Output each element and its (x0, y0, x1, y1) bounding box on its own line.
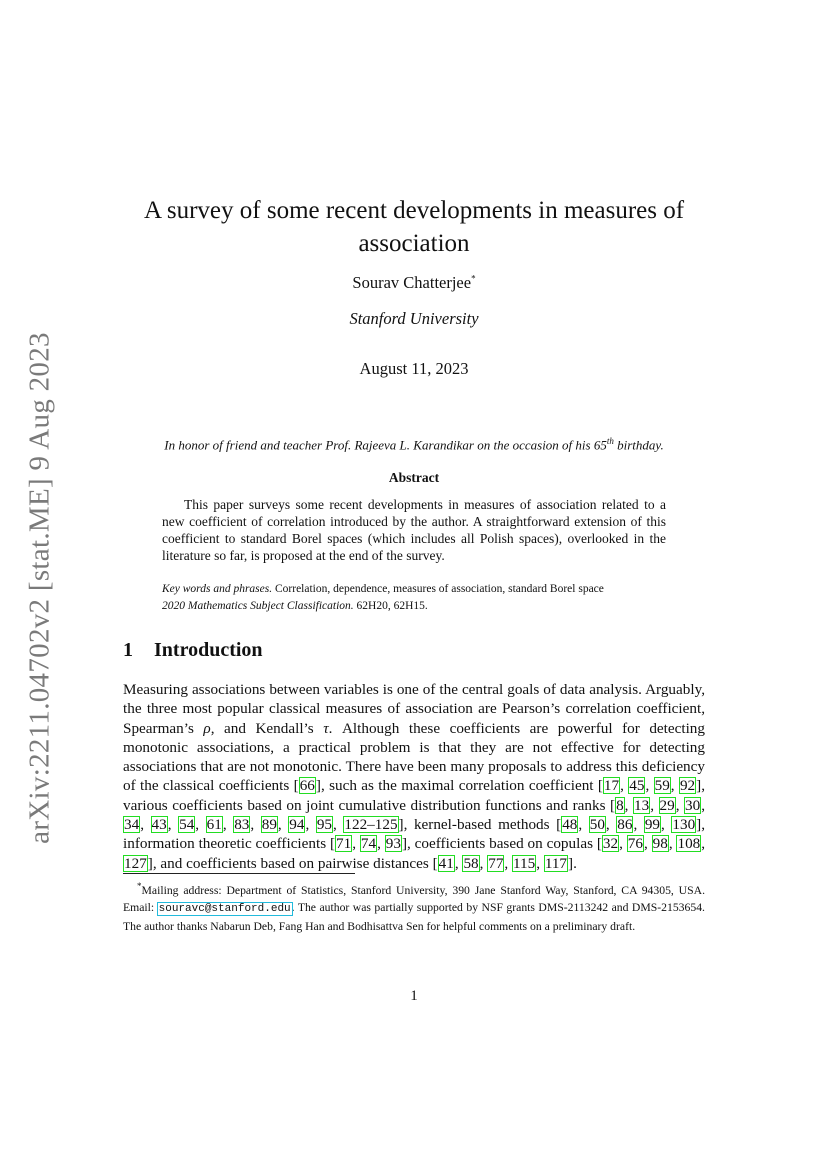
citation-link[interactable]: 58 (463, 854, 479, 872)
footnote-rule (123, 873, 355, 874)
intro-text: ], kernel-based methods [ (398, 816, 562, 834)
citation-link[interactable]: 77 (488, 854, 504, 872)
intro-text: ], information theoretic coefficients [ (123, 816, 706, 853)
citation-link[interactable]: 59 (654, 777, 670, 795)
citation-link[interactable]: 92 (679, 777, 696, 795)
citation-link[interactable]: 74 (360, 835, 377, 853)
author-name: Sourav Chatterjee (352, 273, 472, 292)
abstract-heading: Abstract (388, 470, 440, 485)
citation-link[interactable]: 117 (544, 854, 568, 872)
citation-link[interactable]: 66 (299, 777, 315, 795)
intro-paragraph (123, 680, 705, 873)
citation-link[interactable]: 41 (438, 854, 454, 872)
keywords-text: Correlation, dependence, measures of association, standard Borel space (272, 583, 604, 595)
citation-link[interactable]: 17 (603, 777, 620, 795)
section-title: Introduction (154, 639, 263, 661)
citation-link[interactable]: 34 (124, 816, 140, 834)
citation-link[interactable]: 61 (206, 816, 222, 834)
citation-link[interactable]: 54 (179, 816, 195, 834)
author-footnote-mark[interactable]: * (471, 273, 476, 284)
citation-link[interactable]: 48 (562, 816, 578, 834)
citation-link[interactable]: 83 (234, 816, 250, 834)
dedication-text: In honor of friend and teacher Prof. Rajeeva L. Karandikar on the occasion of his 65 (164, 437, 607, 453)
page-number: 1 (410, 988, 418, 1004)
citation-link[interactable]: 13 (634, 796, 650, 814)
dedication-sup: th (606, 436, 614, 446)
citation-group: 8, 13, 29, 30, 34, 43, 54, 61, 83, 89, 94, 95, 122–125 (124, 796, 706, 834)
keywords-label: Key words and phrases. (162, 583, 273, 595)
keywords-block (162, 581, 702, 615)
intro-text: , and Kendall’s (210, 719, 324, 737)
title-line-1: A survey of some recent developments in measures of (143, 197, 685, 224)
footnote (123, 878, 705, 935)
msc-label: 2020 Mathematics Subject Classification. (162, 600, 354, 612)
citation-group: 32, 76, 98, 108, 127 (124, 835, 706, 872)
msc-text: 62H20, 62H15. (353, 600, 428, 612)
citation-link[interactable]: 45 (629, 777, 645, 795)
citation-link[interactable]: 71 (336, 835, 352, 853)
title-line-2: association (358, 230, 470, 257)
citation-link[interactable]: 93 (385, 835, 401, 853)
section-number: 1 (123, 639, 133, 661)
msc-line (162, 598, 702, 615)
intro-text: ], such as the maximal correlation coefficient [ (315, 777, 603, 795)
citation-link[interactable]: 95 (316, 816, 333, 834)
email-link[interactable]: souravc@stanford.edu (158, 902, 291, 915)
citation-group: 48, 50, 86, 99, 130 (562, 816, 696, 834)
citation-group: 17, 45, 59, 92 (603, 777, 696, 795)
citation-link[interactable]: 108 (677, 835, 701, 853)
dedication-end: birthday. (613, 437, 664, 453)
citation-link[interactable]: 43 (151, 816, 167, 834)
dedication (0, 436, 828, 453)
citation-link[interactable]: 99 (644, 816, 661, 834)
footnote-text-2: . The author was partially supported by NSF grants DMS-2113242 and DMS-2153654. The author thanks Nabarun Deb, Fang Han and Bodhisattva Sen for helpful comments on a preliminary draft. (123, 900, 705, 933)
rho-symbol: ρ (203, 719, 211, 737)
intro-text: ], various coefficients based on joint cumulative distribution functions and ranks [ (123, 777, 705, 814)
citation-link[interactable]: 30 (685, 796, 701, 814)
intro-text: ]. (568, 854, 577, 872)
footnote-mark: * (137, 881, 142, 891)
arxiv-margin-stamp: arXiv:2211.04702v2 [stat.ME] 9 Aug 2023 (23, 332, 56, 844)
intro-text: ], and coefficients based on pairwise distances [ (147, 854, 438, 872)
citation-link[interactable]: 122–125 (344, 816, 398, 834)
intro-text: Measuring associations between variables is one of the central goals of data analysis. Arguably, the three most popular classical measures of association are Pearson’s correlation coefficient, Spearman’s (123, 681, 705, 737)
intro-text: . Although these coefficients are powerful for detecting monotonic associations, a practical problem is that they are not effective for detecting associations that are not monotonic. There have been many proposals to address this deficiency of the classical coefficients [ (123, 719, 705, 795)
author (0, 273, 828, 293)
citation-link[interactable]: 98 (652, 835, 668, 853)
citation-link[interactable]: 76 (627, 835, 643, 853)
citation-group (299, 777, 316, 794)
intro-text: ], coefficients based on copulas [ (401, 835, 602, 853)
citation-link[interactable]: 86 (617, 816, 633, 834)
citation-link[interactable]: 32 (602, 835, 619, 853)
date: August 11, 2023 (359, 359, 469, 378)
citation-group: 71, 74, 93 (336, 835, 401, 853)
citation-group: 41, 58, 77, 115, 117 (438, 854, 568, 872)
tau-symbol: τ (323, 719, 329, 737)
section-heading (123, 639, 263, 662)
affiliation: Stanford University (349, 309, 479, 328)
citation-link[interactable]: 8 (616, 796, 624, 814)
citation-link[interactable]: 94 (289, 816, 305, 834)
abstract-text: This paper surveys some recent developments in measures of association related to a new coefficient of correlation introduced by the author. A straightforward extension of this coefficient to standard Borel spaces (which includes all Polish spaces), overlooked in the literature so far, is proposed at the end of the survey. (162, 497, 666, 563)
citation-link[interactable]: 29 (659, 796, 675, 814)
citation-link[interactable]: 130 (672, 816, 696, 834)
citation-link[interactable]: 127 (124, 854, 147, 872)
citation-link[interactable]: 115 (513, 854, 536, 872)
citation-link[interactable]: 89 (261, 816, 277, 834)
citation-link[interactable]: 50 (589, 816, 605, 834)
keywords-line (162, 581, 702, 598)
footnote-text: Mailing address: Department of Statistics, Stanford University, 390 Jane Stanford Way, Stanford, CA 94305, USA. Email: (123, 883, 705, 914)
paper-title (0, 194, 828, 260)
